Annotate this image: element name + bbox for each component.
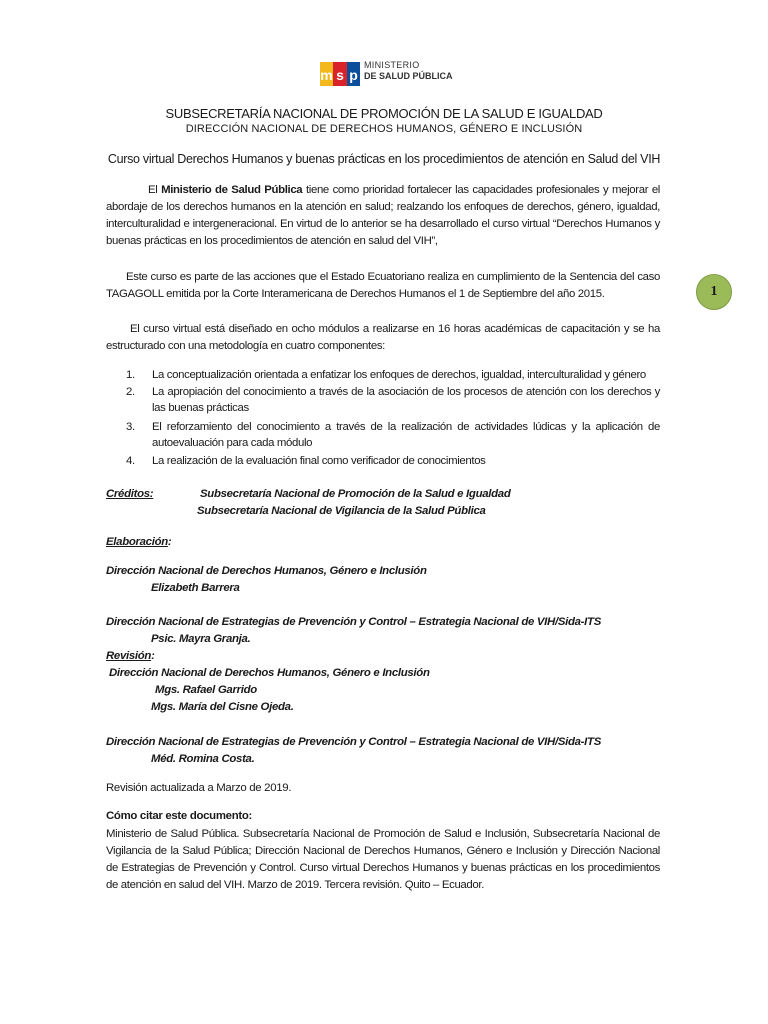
list-item-number: 4. [126,455,135,467]
intro-paragraph [106,182,660,250]
revision-person-3: Méd. Romina Costa. [151,753,255,765]
context-paragraph: Este curso es parte de las acciones que el Estado Ecuatoriano realiza en cumplimiento de la Sentencia del caso TAGAGOLL emitida por la Corte Interamericana de Derechos Humanos el 1 de Septiembre del año 2015. [106,271,660,300]
revision-colon: : [151,650,155,662]
list-item-number: 3. [126,421,135,433]
elaboracion-person-2: Psic. Mayra Granja. [151,633,251,645]
credits-label: Créditos: [106,488,154,500]
revision-dir-2: Dirección Nacional de Estrategias de Prevención y Control – Estrategia Nacional de VIH/Sida-ITS [106,736,601,748]
document-title: SUBSECRETARÍA NACIONAL DE PROMOCIÓN DE LA SALUD E IGUALDAD [165,106,603,121]
document-subtitle: DIRECCIÓN NACIONAL DE DERECHOS HUMANOS, GÉNERO E INCLUSIÓN [185,123,583,135]
revision-dir-1: Dirección Nacional de Derechos Humanos, Género e Inclusión [109,667,430,679]
logo-line-2: DE SALUD PÚBLICA [364,71,453,81]
svg-text:m: m [320,67,333,83]
intro-rest: tiene como prioridad fortalecer las capacidades profesionales y mejorar el abordaje de los derechos humanos en la atención en salud; realzando los enfoques de derechos, género, igualdad, interculturalidad e intergeneracional. En virtud de lo anterior se ha desarrollado el curso virtual “Derechos Humanos y buenas prácticas en los procedimientos de atención en salud del VIH”, [106,184,660,247]
elaboracion-label: Elaboración [106,536,168,548]
list-item-text: El reforzamiento del conocimiento a través de la realización de actividades lúdicas y la aplicación de autoevaluación para cada módulo [152,421,660,449]
logo-line-1: MINISTERIO [364,60,420,70]
elaboracion-heading [106,536,171,548]
revision-heading [106,650,155,662]
list-item-number: 1. [126,369,135,381]
citation-text: Ministerio de Salud Pública. Subsecretaría Nacional de Promoción de Salud e Inclusión, Subsecretaría Nacional de Vigilancia de la Salud Pública; Dirección Nacional de Derechos Humanos, Género e Inclusión y Dirección Nacional de Estrategias de Prevención y Control. Curso virtual Derechos Humanos y buenas prácticas en los procedimientos de atención en salud del VIH. Marzo de 2019. Tercera revisión. Quito – Ecuador. [106,828,660,891]
list-item-text: La conceptualización orientada a enfatizar los enfoques de derechos, igualdad, interculturalidad y género [152,369,646,381]
page-number-badge: 1 [696,274,732,310]
elaboracion-dir-1: Dirección Nacional de Derechos Humanos, Género e Inclusión [106,565,427,577]
elaboracion-colon: : [167,536,172,548]
intro-bold: Ministerio de Salud Pública [161,184,303,196]
elaboracion-dir-2: Dirección Nacional de Estrategias de Prevención y Control – Estrategia Nacional de VIH/Sida-ITS [106,616,601,628]
credits-line-2: Subsecretaría Nacional de Vigilancia de la Salud Pública [197,505,486,517]
elaboracion-person-1: Elizabeth Barrera [151,582,240,594]
svg-text:s: s [336,67,344,83]
svg-text:p: p [349,67,358,83]
list-item-text: La realización de la evaluación final como verificador de conocimientos [152,455,486,467]
revision-person-2: Mgs. María del Cisne Ojeda. [151,701,294,713]
citation-heading: Cómo citar este documento: [106,810,252,822]
ministry-logo [320,56,460,92]
methodology-paragraph: El curso virtual está diseñado en ocho módulos a realizarse en 16 horas académicas de capacitación y se ha estructurado con una metodología en cuatro componentes: [106,323,660,352]
intro-lead: El [148,184,162,196]
revision-person-1: Mgs. Rafael Garrido [155,684,257,696]
revision-label: Revisión [106,650,152,662]
msp-logo-icon [320,58,360,90]
list-item-number: 2. [126,386,135,398]
list-item-text: La apropiación del conocimiento a través de la asociación de los procesos de atención con los derechos y las buenas prácticas [152,386,660,414]
credits-line-1: Subsecretaría Nacional de Promoción de la Salud e Igualdad [200,488,511,500]
revision-date-note: Revisión actualizada a Marzo de 2019. [106,782,292,794]
course-title: Curso virtual Derechos Humanos y buenas prácticas en los procedimientos de atención en Salud del VIH [107,152,661,166]
